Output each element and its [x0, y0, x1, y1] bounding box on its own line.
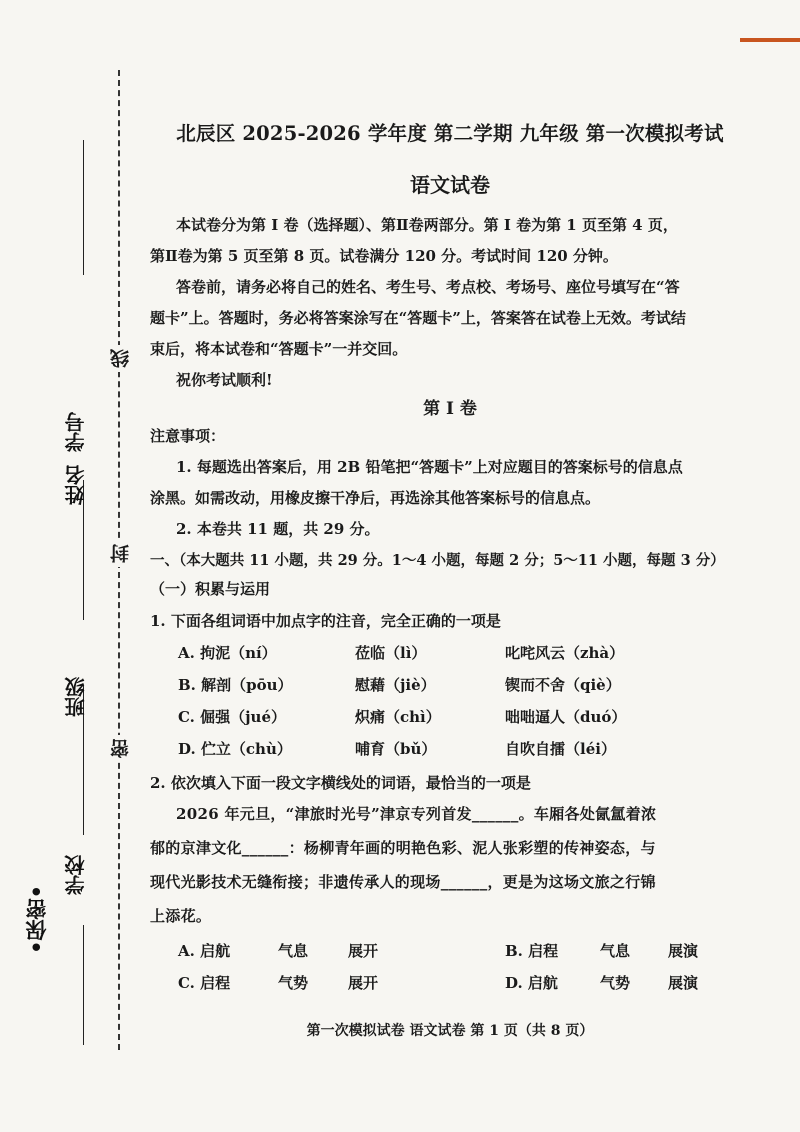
school-label: 学校 [64, 855, 88, 895]
intro-line: 题卡”上。答题时，务必将答案涂写在“答题卡”上，答案答在试卷上无效。考试结 [150, 309, 686, 327]
intro-line: 第Ⅱ卷为第 5 页至第 8 页。试卷满分 120 分。考试时间 120 分钟。 [150, 247, 618, 265]
q2-option-d-word: 气势 [600, 974, 631, 992]
q1-option-a: A. 拘泥（ní） [178, 644, 277, 662]
q1-option-a-word: 莅临（lì） [355, 644, 427, 662]
q1-option-b-word: 慰藉（jiè） [355, 676, 436, 694]
q1-option-d-word: 自吹自擂（léi） [505, 740, 616, 758]
passage-line: 郁的京津文化______：杨柳青年画的明艳色彩、泥人张彩塑的传神姿态，与 [150, 839, 656, 857]
question-2-stem: 2. 依次填入下面一段文字横线处的词语，最恰当的一项是 [150, 774, 531, 792]
q2-option-b: B. 启程 [505, 942, 559, 960]
school-blank-line [83, 925, 84, 1045]
q2-option-a-word: 气息 [278, 942, 309, 960]
note-line: 1. 每题选出答案后，用 2B 铅笔把“答题卡”上对应题目的答案标号的信息点 [176, 458, 683, 476]
seal-word-line: 线 [107, 345, 134, 372]
class-label: 班级 [64, 677, 88, 717]
intro-line: 束后，将本试卷和“答题卡”一并交回。 [150, 340, 408, 358]
q2-option-a: A. 启航 [178, 942, 231, 960]
part-heading: 一、（本大题共 11 小题，共 29 分。1～4 小题，每题 2 分；5～11 小题，每题 3 分） [150, 552, 725, 569]
notes-heading: 注意事项： [150, 427, 226, 445]
seal-word-secret: 密 [107, 735, 134, 762]
passage-line: 2026 年元旦，“津旅时光号”津京专列首发______。车厢各处氤氲着浓 [176, 805, 657, 823]
q2-option-c: C. 启程 [178, 974, 231, 992]
q2-option-b-word: 气息 [600, 942, 631, 960]
q1-option-c: C. 倔强（jué） [178, 708, 286, 726]
q2-option-d: D. 启航 [505, 974, 558, 992]
q2-option-d-word: 展演 [668, 974, 699, 992]
intro-line: 答卷前，请务必将自己的姓名、考生号、考点校、考场号、座位号填写在“答 [176, 278, 680, 296]
q1-option-d: D. 伫立（chù） [178, 740, 292, 758]
q1-option-c-word: 咄咄逼人（duó） [505, 708, 627, 726]
q1-option-b-word: 锲而不舍（qiè） [505, 676, 621, 694]
q1-option-b: B. 解剖（pōu） [178, 676, 293, 694]
exam-title: 北辰区 2025-2026 学年度 第二学期 九年级 第一次模拟考试 [176, 122, 724, 145]
page-footer: 第一次模拟试卷 语文试卷 第 1 页（共 8 页） [306, 1023, 594, 1039]
student-id-label: 学号 [64, 412, 88, 452]
question-1-stem: 1. 下面各组词语中加点字的注音，完全正确的一项是 [150, 612, 501, 630]
q2-option-c-word: 展开 [348, 974, 379, 992]
confidential-mark: •保密• [25, 885, 49, 954]
note-line: 2. 本卷共 11 题，共 29 分。 [176, 520, 380, 538]
q1-option-d-word: 哺育（bǔ） [355, 740, 437, 758]
student-info-column [55, 140, 95, 1080]
sub-heading: （一）积累与运用 [150, 580, 271, 598]
q2-option-a-word: 展开 [348, 942, 379, 960]
paper-subtitle: 语文试卷 [410, 173, 490, 197]
passage-line: 上添花。 [150, 907, 212, 925]
intro-line: 本试卷分为第 Ⅰ 卷（选择题）、第Ⅱ卷两部分。第 Ⅰ 卷为第 1 页至第 4 页， [176, 216, 678, 234]
wish-text: 祝你考试顺利! [176, 371, 273, 389]
seal-word-seal: 封 [107, 540, 134, 567]
q2-option-b-word: 展演 [668, 942, 699, 960]
id-blank-line [83, 140, 84, 275]
note-line: 涂黑。如需改动，用橡皮擦干净后，再选涂其他答案标号的信息点。 [150, 489, 601, 507]
q1-option-a-word: 叱咤风云（zhà） [505, 644, 625, 662]
section-title: 第 Ⅰ 卷 [423, 399, 477, 419]
name-label: 姓名 [64, 465, 88, 505]
q1-option-c-word: 炽痛（chì） [355, 708, 441, 726]
corner-mark [740, 38, 800, 42]
q2-option-c-word: 气势 [278, 974, 309, 992]
passage-line: 现代光影技术无缝衔接；非遗传承人的现场______，更是为这场文旅之行锦 [150, 873, 656, 891]
